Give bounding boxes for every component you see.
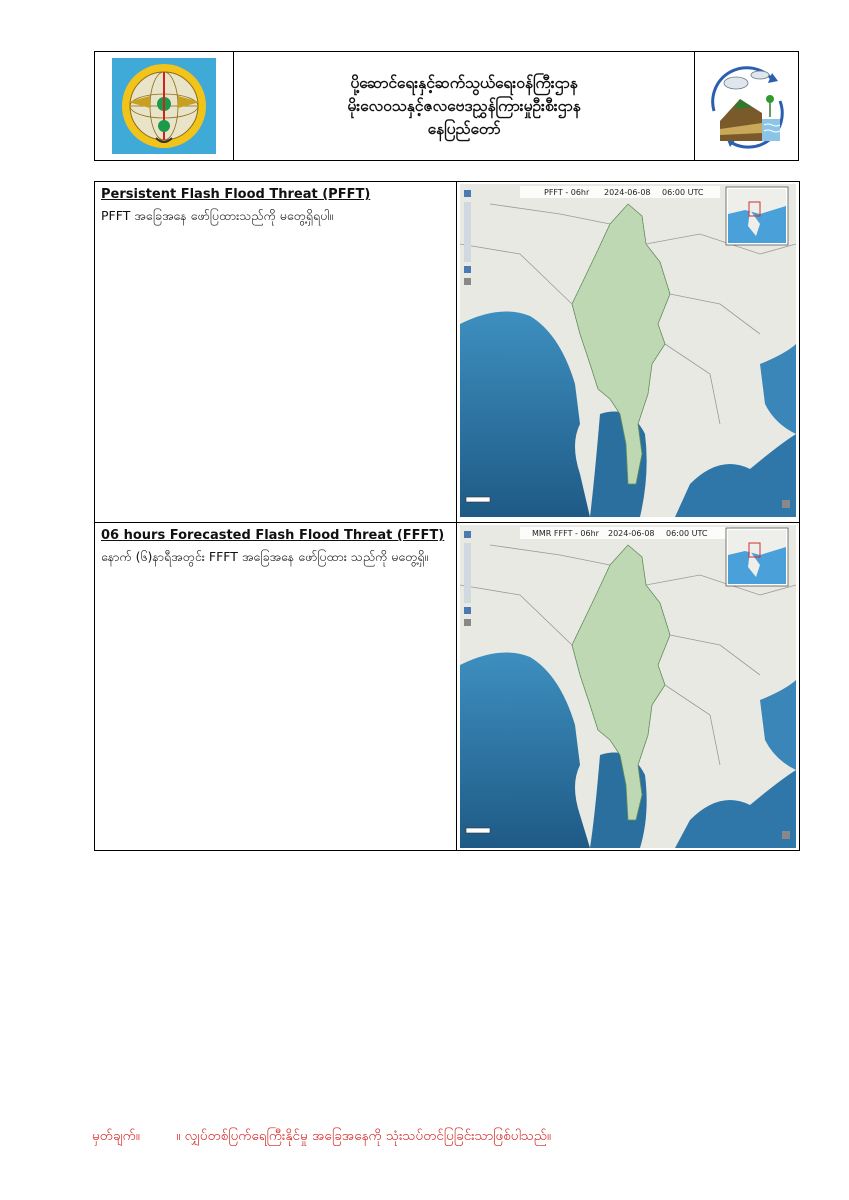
left-logo-cell — [95, 52, 234, 160]
pfft-inset-map — [726, 187, 788, 245]
letterhead-title — [234, 52, 694, 160]
ffft-map-time: 06:00 UTC — [666, 529, 708, 538]
ffft-description: နောက် (၆)နာရီအတွင်း FFFT အခြေအနေ ဖော်ပြထား သည်ကို မတွေ့ရှိ။ — [101, 549, 429, 564]
hydrological-cycle-logo-icon — [702, 61, 792, 151]
department-name: မိုးလေဝသနှင့်ဇလဗေဒညွှန်ကြားမှုဦးစီးဌာန — [347, 96, 581, 115]
pfft-map-time: 06:00 UTC — [662, 188, 704, 197]
footer-note-text: ။ လျှပ်တစ်ပြက်ရေကြီးနိုင်မှု အခြေအနေကို သုံးသပ်တင်ပြခြင်းသာဖြစ်ပါသည်။ — [176, 1128, 552, 1144]
flood-threat-table — [94, 181, 800, 851]
ffft-heading: 06 hours Forecasted Flash Flood Threat (FFFT) — [101, 528, 445, 543]
ffft-zoom-controls[interactable] — [464, 531, 471, 626]
footer-label: မှတ်ချက်။ — [92, 1128, 140, 1144]
pfft-heading: Persistent Flash Flood Threat (PFFT) — [101, 187, 371, 202]
footer-note — [92, 1127, 772, 1147]
pfft-map — [460, 184, 796, 517]
pfft-description: PFFT အခြေအနေ ဖော်ပြထားသည်ကို မတွေ့ရှိရပါ။ — [101, 208, 334, 223]
ffft-map-title: MMR FFFT - 06hr — [532, 529, 599, 538]
pfft-row — [95, 182, 799, 523]
ffft-map-date: 2024-06-08 — [608, 529, 655, 538]
pfft-map-title: PFFT - 06hr — [544, 188, 590, 197]
ffft-map-cell — [457, 523, 799, 850]
pfft-map-date: 2024-06-08 — [604, 188, 651, 197]
letterhead — [94, 51, 799, 161]
ffft-inset-map — [726, 528, 788, 586]
location-name: နေပြည်တော် — [427, 119, 501, 138]
pfft-zoom-controls[interactable] — [464, 190, 471, 285]
ffft-text-cell — [95, 523, 457, 850]
ffft-row — [95, 523, 799, 850]
right-logo-cell — [694, 52, 798, 160]
department-emblem-icon — [110, 56, 218, 156]
ffft-map — [460, 525, 796, 848]
pfft-map-cell — [457, 182, 799, 522]
pfft-text-cell — [95, 182, 457, 522]
ministry-name: ပို့ဆောင်ရေးနှင့်ဆက်သွယ်ရေးဝန်ကြီးဌာန — [350, 73, 578, 92]
